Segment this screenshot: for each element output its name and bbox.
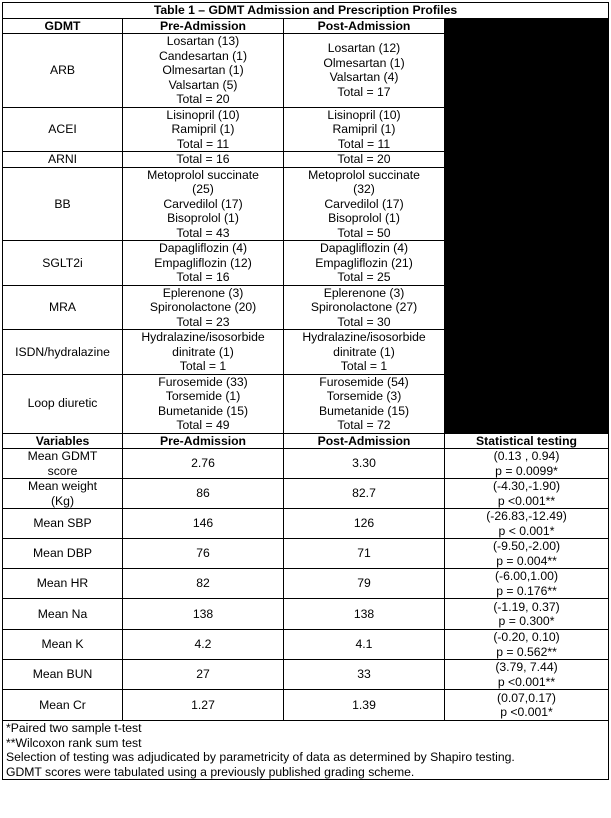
post-admission-value: 126 <box>284 509 445 539</box>
variable-label <box>3 449 123 479</box>
pre-admission-value: 27 <box>123 660 284 690</box>
post-admission-value: 79 <box>284 569 445 599</box>
footnote: *Paired two sample t-test <box>6 721 142 735</box>
pre-admission-cell-line: Ramipril (1) <box>171 122 235 136</box>
pre-admission-cell <box>123 152 284 168</box>
post-admission-cell-line: Losartan (12) <box>327 41 401 56</box>
post-admission-cell-line: Valsartan (4) <box>329 70 399 85</box>
post-admission-cell-line: Dapagliflozin (4) <box>319 241 409 255</box>
header-gdmt: GDMT <box>3 18 123 34</box>
pre-admission-cell-line: Total = 1 <box>179 359 227 373</box>
pre-admission-value: 86 <box>123 479 284 509</box>
pre-admission-cell <box>123 167 284 241</box>
table-title: Table 1 – GDMT Admission and Prescription Profiles <box>3 3 609 19</box>
gdmt-table <box>2 2 609 780</box>
notes-row <box>3 721 609 780</box>
pre-admission-cell-line: Losartan (13) <box>166 34 240 48</box>
post-admission-cell <box>284 330 445 375</box>
pre-admission-cell-line: Total = 16 <box>176 270 230 284</box>
post-admission-cell <box>284 285 445 330</box>
variable-label-line: Mean SBP <box>33 516 92 531</box>
pre-admission-cell <box>123 34 284 108</box>
post-admission-cell-line: Torsemide (3) <box>326 389 402 403</box>
footnote: Selection of testing was adjudicated by parametricity of data as determined by Shapiro testing. <box>6 750 515 764</box>
statistical-test-cell <box>445 479 609 509</box>
statistical-test-cell-line: (-0.20, 0.10) <box>493 630 560 644</box>
variable-label-line: Mean GDMT <box>27 449 98 463</box>
post-admission-cell <box>284 241 445 286</box>
footnote: GDMT scores were tabulated using a previously published grading scheme. <box>6 764 415 779</box>
post-admission-cell-line: Metoprolol succinate <box>308 167 420 182</box>
post-admission-value: 82.7 <box>284 479 445 509</box>
post-admission-cell-line: Total = 11 <box>337 136 391 151</box>
variable-label <box>3 599 123 630</box>
gdmt-class-label: ACEI <box>3 107 123 152</box>
statistical-test-cell <box>445 630 609 660</box>
statistical-test-cell-line: p <0.001** <box>497 674 556 689</box>
post-admission-cell-line: Total = 20 <box>337 152 391 166</box>
pre-admission-cell <box>123 241 284 286</box>
variables-header-row <box>3 433 609 449</box>
gdmt-class-label: ISDN/hydralazine <box>3 330 123 375</box>
pre-admission-value: 1.27 <box>123 690 284 721</box>
variable-row <box>3 479 609 509</box>
post-admission-cell <box>284 34 445 108</box>
statistical-test-cell-line: (-1.19, 0.37) <box>493 599 560 614</box>
pre-admission-cell-line: Valsartan (5) <box>168 77 238 92</box>
pre-admission-cell <box>123 285 284 330</box>
post-admission-cell-line: Furosemide (54) <box>319 374 409 389</box>
post-admission-cell-line: Eplerenone (3) <box>323 285 405 300</box>
variable-label-line: (Kg) <box>50 493 75 508</box>
post-admission-cell <box>284 107 445 152</box>
header-pre-admission: Pre-Admission <box>123 18 284 34</box>
pre-admission-value: 4.2 <box>123 630 284 660</box>
statistical-test-cell-line: (0.07,0.17) <box>497 690 556 705</box>
variable-label <box>3 569 123 599</box>
variable-row <box>3 569 609 599</box>
statistical-test-cell <box>445 539 609 569</box>
post-admission-cell-line: Bisoprolol (1) <box>328 211 400 225</box>
variable-label-line: Mean K <box>41 637 84 652</box>
pre-admission-cell-line: Bumetanide (15) <box>157 403 249 418</box>
statistical-test-cell-line: p <0.001** <box>497 493 556 508</box>
gdmt-class-label: SGLT2i <box>3 241 123 286</box>
gdmt-class-label: ARNI <box>3 152 123 168</box>
table-caption-row <box>3 3 609 19</box>
pre-admission-cell-line: Hydralazine/isosorbide <box>141 330 265 344</box>
post-admission-cell <box>284 167 445 241</box>
pre-admission-value: 82 <box>123 569 284 599</box>
pre-admission-cell-line: Total = 11 <box>176 136 230 151</box>
statistical-test-cell <box>445 599 609 630</box>
pre-admission-cell-line: Spironolactone (20) <box>149 300 257 314</box>
variable-label-line: Mean Cr <box>39 697 86 712</box>
pre-admission-cell <box>123 374 284 433</box>
statistical-test-cell-line: p < 0.001* <box>498 523 555 538</box>
footnote: **Wilcoxon rank sum test <box>6 735 142 750</box>
variable-label-line: score <box>47 463 78 478</box>
gdmt-header-row <box>3 18 609 34</box>
statistical-test-cell-line: p = 0.004** <box>496 553 557 568</box>
variable-label <box>3 539 123 569</box>
variable-row <box>3 599 609 630</box>
post-admission-cell-line: Lisinopril (10) <box>327 107 401 122</box>
variable-label-line: Mean BUN <box>32 667 93 682</box>
post-admission-cell-line: Hydralazine/isosorbide <box>302 330 426 344</box>
header-pre-admission-2: Pre-Admission <box>123 433 284 449</box>
post-admission-cell-line: Total = 30 <box>337 314 391 329</box>
pre-admission-value: 2.76 <box>123 449 284 479</box>
variable-label <box>3 690 123 721</box>
post-admission-cell-line: Total = 72 <box>337 418 391 432</box>
pre-admission-cell-line: dinitrate (1) <box>172 344 234 359</box>
black-block <box>445 18 609 433</box>
pre-admission-cell-line: Total = 23 <box>176 314 230 329</box>
post-admission-cell-line: dinitrate (1) <box>333 344 395 359</box>
statistical-test-cell-line: (3.79, 7.44) <box>495 660 558 674</box>
post-admission-cell <box>284 152 445 168</box>
post-admission-value: 138 <box>284 599 445 630</box>
statistical-test-cell-line: p = 0.562** <box>496 644 557 659</box>
variable-label-line: Mean Na <box>37 606 88 621</box>
variable-label-line: Mean HR <box>36 576 89 591</box>
statistical-test-cell-line: (-9.50,-2.00) <box>492 539 561 553</box>
post-admission-cell-line: Total = 1 <box>340 359 388 373</box>
statistical-test-cell-line: (-4.30,-1.90) <box>492 479 561 493</box>
gdmt-class-label: MRA <box>3 285 123 330</box>
pre-admission-cell-line: Total = 16 <box>176 152 230 166</box>
pre-admission-cell-line: Candesartan (1) <box>158 48 248 63</box>
post-admission-cell-line: Carvedilol (17) <box>324 196 404 211</box>
variable-row <box>3 690 609 721</box>
pre-admission-cell-line: Furosemide (33) <box>158 374 248 389</box>
statistical-test-cell <box>445 509 609 539</box>
pre-admission-cell-line: Bisoprolol (1) <box>167 211 239 225</box>
variable-row <box>3 449 609 479</box>
post-admission-cell-line: Spironolactone (27) <box>310 300 418 314</box>
pre-admission-value: 138 <box>123 599 284 630</box>
pre-admission-cell-line: Empagliflozin (12) <box>154 255 252 270</box>
statistical-test-cell-line: (-26.83,-12.49) <box>486 509 567 523</box>
statistical-test-cell-line: p = 0.0099* <box>495 463 558 478</box>
post-admission-value: 4.1 <box>284 630 445 660</box>
variable-label-line: Mean weight <box>27 479 98 493</box>
variable-label <box>3 660 123 690</box>
pre-admission-cell-line: (25) <box>192 182 214 196</box>
gdmt-class-label: ARB <box>3 34 123 108</box>
table-footnotes <box>3 721 609 780</box>
statistical-test-cell-line: p = 0.300* <box>498 614 555 628</box>
post-admission-cell-line: Total = 25 <box>337 270 391 284</box>
pre-admission-cell-line: Olmesartan (1) <box>162 63 244 77</box>
post-admission-value: 33 <box>284 660 445 690</box>
statistical-test-cell-line: p = 0.176** <box>496 583 557 598</box>
table-figure <box>2 2 608 780</box>
post-admission-value: 1.39 <box>284 690 445 721</box>
variable-label <box>3 630 123 660</box>
statistical-test-cell-line: (0.13 , 0.94) <box>493 449 560 463</box>
header-post-admission: Post-Admission <box>284 18 445 34</box>
variable-label <box>3 479 123 509</box>
post-admission-cell-line: Olmesartan (1) <box>323 55 405 70</box>
post-admission-cell-line: Total = 50 <box>337 225 391 240</box>
pre-admission-cell-line: Dapagliflozin (4) <box>158 241 248 255</box>
post-admission-cell-line: Empagliflozin (21) <box>315 255 413 270</box>
post-admission-cell-line: (32) <box>353 182 375 196</box>
post-admission-cell-line: Total = 17 <box>337 84 391 99</box>
statistical-test-cell <box>445 690 609 721</box>
pre-admission-cell <box>123 330 284 375</box>
pre-admission-cell-line: Lisinopril (10) <box>166 107 240 122</box>
pre-admission-value: 146 <box>123 509 284 539</box>
post-admission-cell <box>284 374 445 433</box>
gdmt-class-label: BB <box>3 167 123 241</box>
pre-admission-cell-line: Total = 49 <box>176 418 230 432</box>
post-admission-value: 71 <box>284 539 445 569</box>
statistical-test-cell-line: p <0.001* <box>500 705 553 719</box>
statistical-test-cell <box>445 660 609 690</box>
variable-row <box>3 660 609 690</box>
variable-row <box>3 509 609 539</box>
pre-admission-cell-line: Total = 43 <box>176 225 230 240</box>
pre-admission-cell-line: Total = 20 <box>176 92 230 106</box>
statistical-test-cell-line: (-6.00,1.00) <box>495 569 559 583</box>
pre-admission-cell-line: Carvedilol (17) <box>163 196 243 211</box>
pre-admission-cell-line: Torsemide (1) <box>165 389 241 403</box>
pre-admission-cell-line: Metoprolol succinate <box>147 167 259 182</box>
variable-row <box>3 630 609 660</box>
header-variables: Variables <box>3 433 123 449</box>
post-admission-value: 3.30 <box>284 449 445 479</box>
variable-label <box>3 509 123 539</box>
header-post-admission-2: Post-Admission <box>284 433 445 449</box>
pre-admission-value: 76 <box>123 539 284 569</box>
statistical-test-cell <box>445 569 609 599</box>
pre-admission-cell-line: Eplerenone (3) <box>162 285 244 300</box>
gdmt-class-label: Loop diuretic <box>3 374 123 433</box>
post-admission-cell-line: Bumetanide (15) <box>318 403 410 418</box>
variable-label-line: Mean DBP <box>33 546 92 561</box>
post-admission-cell-line: Ramipril (1) <box>332 122 396 136</box>
pre-admission-cell <box>123 107 284 152</box>
statistical-test-cell <box>445 449 609 479</box>
header-statistical-testing: Statistical testing <box>445 433 609 449</box>
variable-row <box>3 539 609 569</box>
